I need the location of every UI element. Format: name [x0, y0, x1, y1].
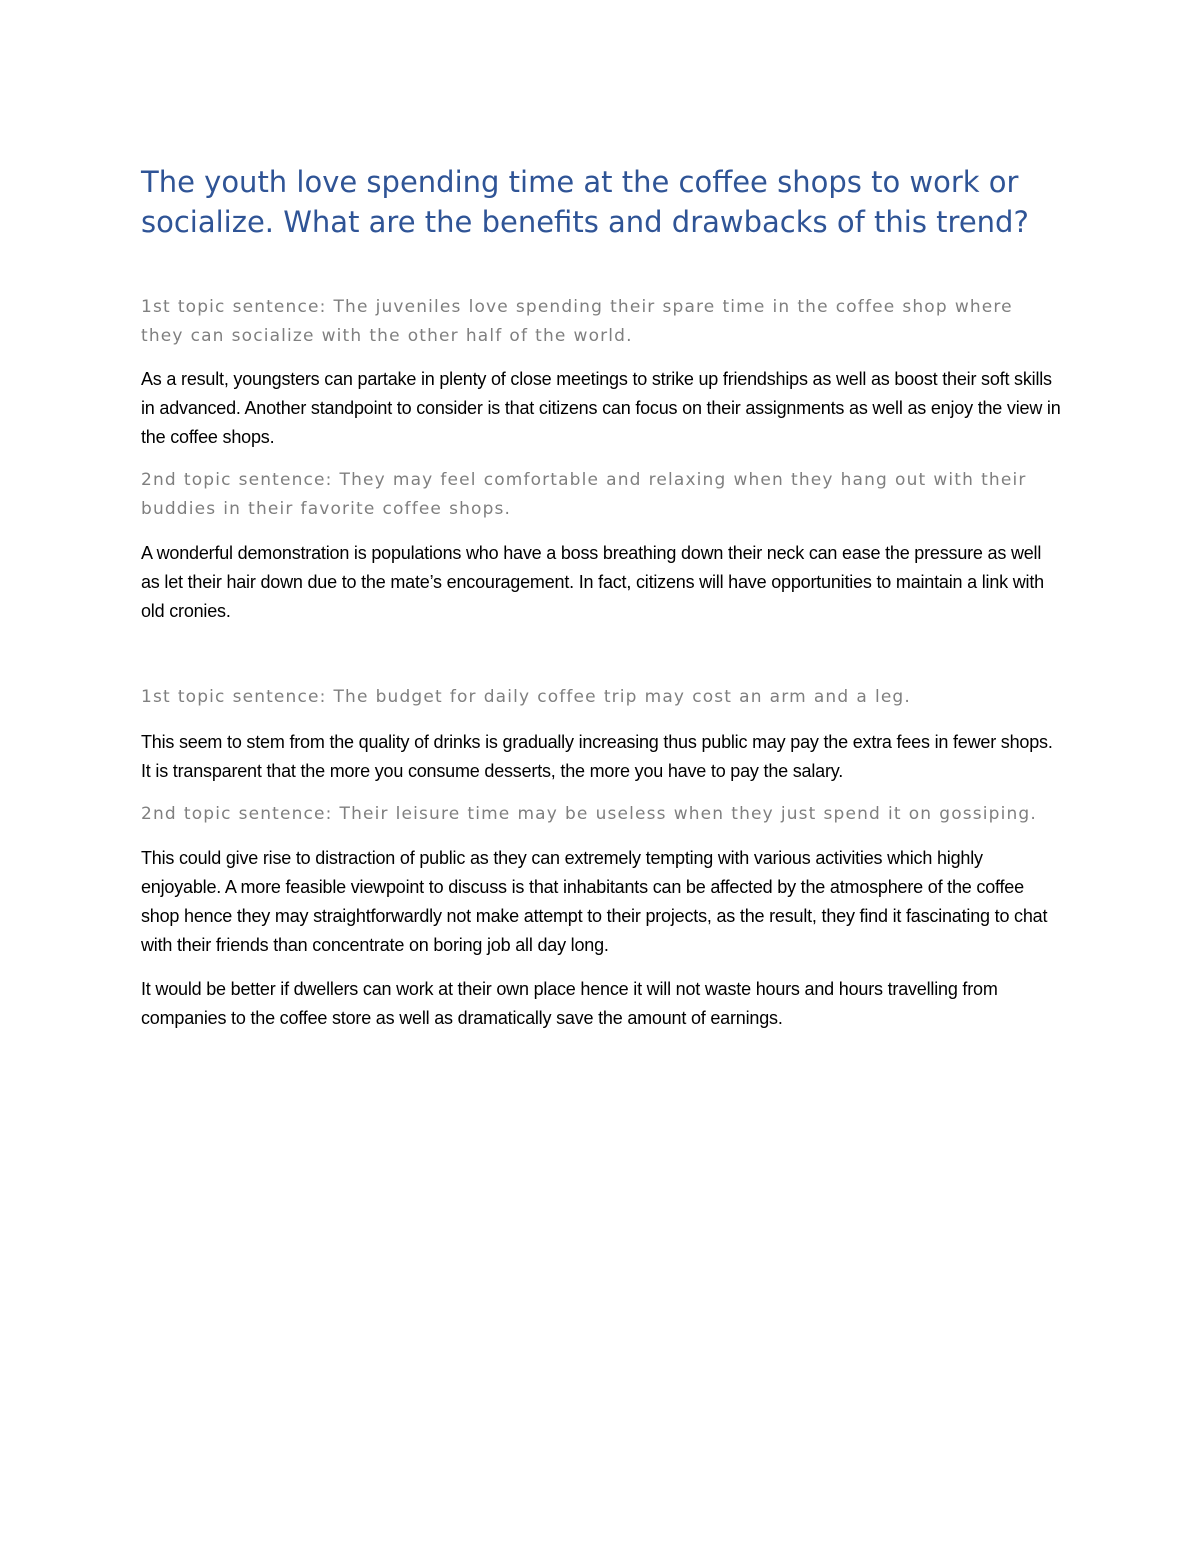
benefit-topic-sentence-2: 2nd topic sentence: They may feel comfortable and relaxing when they hang out with their buddies in their favorite coffee shops. [141, 470, 1027, 519]
drawback-topic-sentence-2: 2nd topic sentence: Their leisure time may be useless when they just spend it on gossiping. [141, 804, 1037, 824]
drawback-paragraph-2: This could give rise to distraction of public as they can extremely tempting with various activities which highly enjoyable. A more feasible viewpoint to discuss is that inhabitants can be affected by the atmosphere of the coffee shop hence they may straightforwardly not make attempt to their projects, as the result, they find it fascinating to chat with their friends than concentrate on boring job all day long. [141, 848, 1048, 955]
essay-title: The youth love spending time at the coffee shops to work or socialize. What are the benefits and drawbacks of this trend? [141, 165, 1029, 239]
conclusion-paragraph: It would be better if dwellers can work at their own place hence it will not waste hours and hours travelling from companies to the coffee store as well as dramatically save the amount of earnings. [141, 979, 998, 1028]
document-content [141, 162, 1061, 1033]
drawback-paragraph-1: This seem to stem from the quality of drinks is gradually increasing thus public may pay the extra fees in fewer shops. It is transparent that the more you consume desserts, the more you have to pay the salary. [141, 732, 1053, 781]
benefit-topic-sentence-1: 1st topic sentence: The juveniles love spending their spare time in the coffee shop where they can socialize with the other half of the world. [141, 297, 1013, 346]
benefit-paragraph-1: As a result, youngsters can partake in plenty of close meetings to strike up friendships as well as boost their soft skills in advanced. Another standpoint to consider is that citizens can focus on their assignments as well as enjoy the view in the coffee shops. [141, 369, 1061, 447]
drawback-topic-sentence-1: 1st topic sentence: The budget for daily coffee trip may cost an arm and a leg. [141, 687, 911, 707]
benefit-paragraph-2: A wonderful demonstration is populations who have a boss breathing down their neck can ease the pressure as well as let their hair down due to the mate’s encouragement. In fact, citizens will have opportunities to maintain a link with old cronies. [141, 543, 1044, 621]
